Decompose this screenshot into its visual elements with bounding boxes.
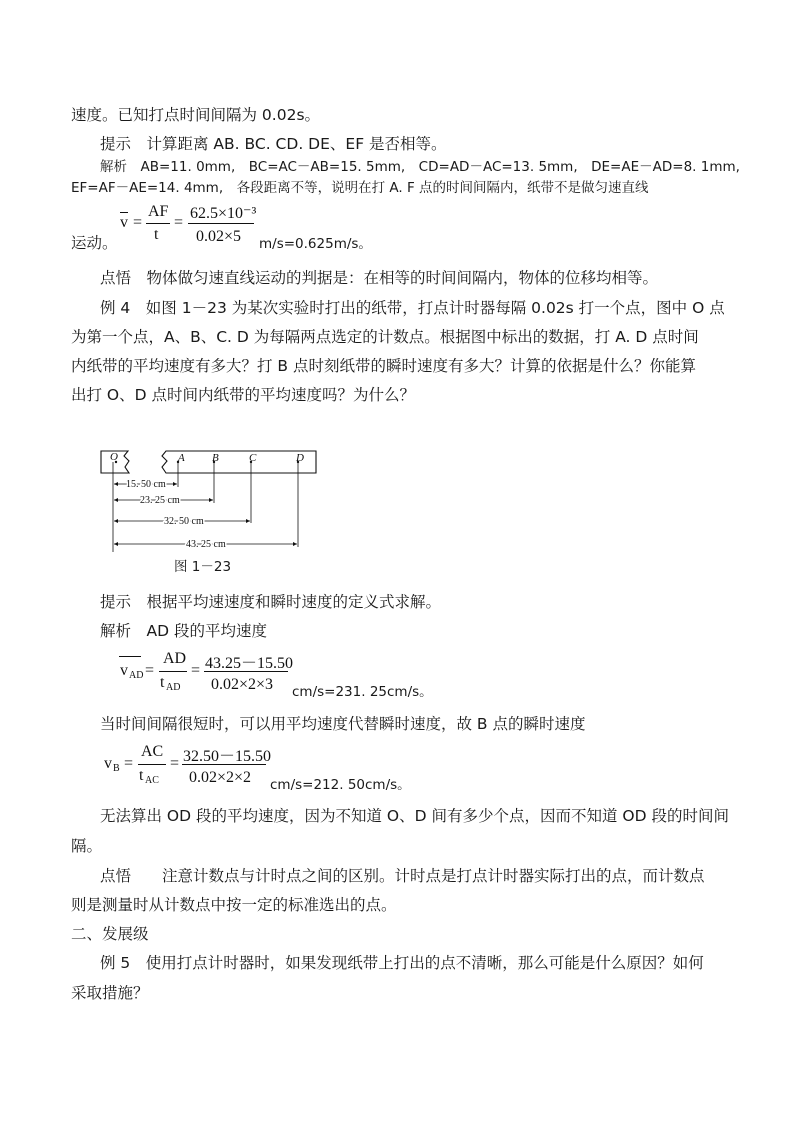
measurement-oc: 32. 50 cm (164, 516, 204, 527)
formula-lhs-sub: AD (129, 670, 144, 681)
formula-num: AF (148, 203, 169, 220)
formula-result: m/s=0.625m/s。 (259, 236, 372, 252)
label-d: D (296, 452, 304, 464)
formula-den: t (139, 767, 144, 784)
insight-line: 点悟 注意计数点与计时点之间的区别。计时点是打点计时器实际打出的点，而计数点 (100, 867, 705, 885)
formula-num: 62.5×10⁻³ (190, 205, 257, 222)
formula-lhs-sub: B (113, 763, 120, 774)
label-b: B (212, 452, 219, 464)
example-line: 为第一个点，A、B、C. D 为每隔两点选定的计数点。根据图中标出的数据，打 A. D 点时间 (71, 328, 699, 346)
text-line: 速度。已知打点时间间隔为 0.02s。 (71, 106, 321, 124)
insight-line: 点悟 物体做匀速直线运动的判据是：在相等的时间间隔内，物体的位移均相等。 (100, 269, 659, 287)
label-o: O (110, 451, 118, 463)
formula-den: t (160, 674, 165, 691)
analysis-line: 解析 AB=11. 0mm, BC=AC－AB=15. 5mm, CD=AD－AC=13. 5mm, DE=AE－AD=8. 1mm, (100, 159, 740, 175)
equals-sign: = (133, 214, 143, 231)
text-line: 隔。 (71, 837, 103, 855)
formula-num: 43.25－15.50 (205, 655, 294, 672)
formula-lhs: v (120, 662, 128, 679)
fraction-bar (138, 764, 166, 765)
analysis-line: 解析 AD 段的平均速度 (100, 622, 267, 640)
example-line: 采取措施？ (71, 984, 149, 1002)
fraction-bar (204, 671, 288, 672)
measurement-od: 43. 25 cm (186, 539, 226, 550)
formula-result: cm/s=231. 25cm/s。 (292, 684, 433, 700)
text-line: 运动。 (71, 234, 118, 252)
formula-den: 0.02×2×2 (189, 769, 252, 786)
equals-sign: = (174, 214, 184, 231)
formula-den: 0.02×5 (196, 228, 242, 245)
formula-lhs: v (120, 214, 128, 231)
fraction-bar (159, 671, 187, 672)
formula-num: 32.50－15.50 (183, 748, 272, 765)
hint-line: 提示 计算距离 AB. BC. CD. DE、EF 是否相等。 (100, 135, 447, 153)
formula-num: AD (163, 650, 187, 667)
equals-sign: = (191, 662, 201, 679)
fraction-bar (182, 764, 266, 765)
example-line: 例 4 如图 1－23 为某次实验时打出的纸带，打点计时器每隔 0.02s 打一个点，图中 O 点 (100, 299, 725, 317)
analysis-line: EF=AF－AE=14. 4mm, 各段距离不等，说明在打 A. F 点的时间间隔内，纸带不是做匀速直线 (71, 180, 649, 196)
formula-den-sub: AD (166, 682, 181, 693)
text-line: 无法算出 OD 段的平均速度，因为不知道 O、D 间有多少个点，因而不知道 OD 段的时间间 (100, 807, 729, 825)
insight-line: 则是测量时从计数点中按一定的标准选出的点。 (71, 896, 397, 914)
formula-den: t (154, 226, 159, 243)
equals-sign: = (170, 755, 180, 772)
example-line: 内纸带的平均速度有多大？打 B 点时刻纸带的瞬时速度有多大？计算的依据是什么？你能算 (71, 357, 696, 375)
measurement-ob: 23. 25 cm (140, 495, 180, 506)
fraction-bar (146, 223, 170, 224)
text-line: 当时间间隔很短时，可以用平均速度代替瞬时速度，故 B 点的瞬时速度 (100, 715, 586, 733)
formula-lhs: v (104, 755, 112, 772)
equals-sign: = (124, 755, 134, 772)
example-line: 出打 O、D 点时间内纸带的平均速度吗？为什么？ (71, 386, 415, 404)
fraction-bar (188, 223, 254, 224)
overbar (120, 212, 128, 213)
paper-tape-figure (96, 440, 332, 560)
label-a: A (178, 452, 185, 464)
measurement-oa: 15. 50 cm (126, 479, 166, 490)
formula-den: 0.02×2×3 (211, 676, 274, 693)
formula-den-sub: AC (145, 775, 159, 786)
overbar (119, 656, 141, 657)
hint-line: 提示 根据平均速速度和瞬时速度的定义式求解。 (100, 593, 442, 611)
figure-caption: 图 1－23 (174, 559, 232, 575)
label-c: C (249, 452, 257, 464)
section-heading: 二、发展级 (71, 925, 149, 943)
equals-sign: = (145, 662, 155, 679)
example-line: 例 5 使用打点计时器时，如果发现纸带上打出的点不清晰，那么可能是什么原因？如何 (100, 954, 704, 972)
formula-result: cm/s=212. 50cm/s。 (270, 777, 411, 793)
formula-num: AC (141, 743, 164, 760)
